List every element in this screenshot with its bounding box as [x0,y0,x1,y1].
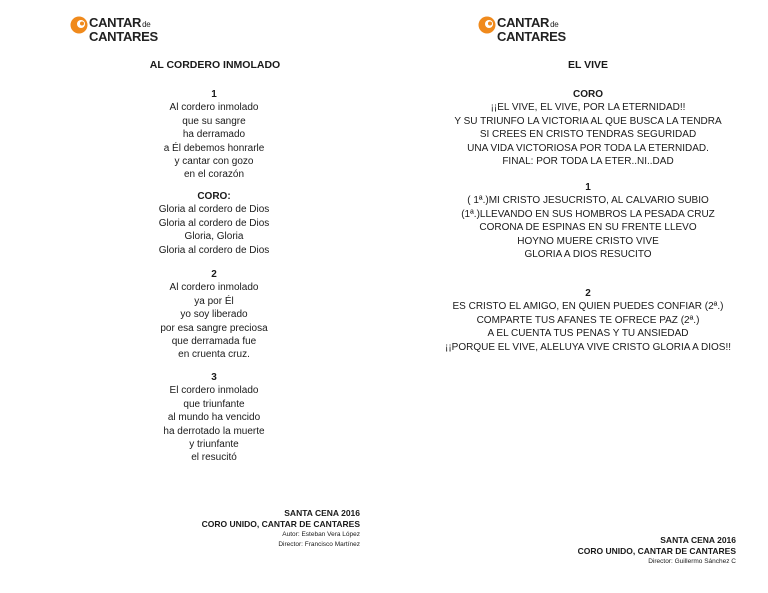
right-footer [578,535,736,567]
lyric-line: HOYNO MUERE CRISTO VIVE [517,235,659,247]
left-stanza-2 [114,268,314,362]
footer-choir: CORO UNIDO, CANTAR DE CANTARES [201,519,360,529]
logo-mark-icon [70,16,88,34]
lyric-line: Al cordero inmolado [169,282,259,294]
footer-event: SANTA CENA 2016 [660,535,736,545]
logo-text: CANTARde CANTARES [497,15,566,44]
lyric-line: en cruenta cruz. [178,349,250,361]
lyric-line: SI CREES EN CRISTO TENDRAS SEGURIDAD [479,129,697,141]
stanza-number: 1 [585,182,591,193]
stanza-number: 2 [585,288,591,299]
lyric-line: el resucitó [191,452,237,464]
left-chorus [114,190,314,257]
lyric-line: UNA VIDA VICTORIOSA POR TODA LA ETERNIDAD. [467,142,709,154]
lyric-line: GLORIA A DIOS RESUCITO [524,249,652,261]
lyric-line: y triunfante [189,439,239,451]
lyric-line: por esa sangre preciosa [160,322,268,334]
chorus-label: CORO: [197,191,231,202]
left-footer [202,508,360,550]
lyric-line: que derramada fue [171,336,257,348]
logo-mark-icon [478,16,496,34]
lyric-line: ya por Él [194,295,234,307]
lyric-line: ¡¡PORQUE EL VIVE, ALELUYA VIVE CRISTO GLORIA A DIOS!! [444,341,732,353]
lyric-line: que su sangre [182,115,246,127]
lyric-line: Y SU TRIUNFO LA VICTORIA AL QUE BUSCA LA TENDRA [454,115,722,127]
lyric-line: El cordero inmolado [169,385,259,397]
lyric-line: yo soy liberado [180,309,248,321]
chorus-label: CORO [573,89,603,100]
lyric-line: al mundo ha vencido [167,412,261,424]
right-stanza-1 [384,181,768,261]
right-stanza-2 [384,287,768,354]
lyric-line: (1ª.)LLEVANDO EN SUS HOMBROS LA PESADA CRUZ [461,208,715,220]
lyric-line: en el corazón [183,169,245,181]
lyric-line: ha derramado [182,129,246,141]
lyric-line: Gloria, Gloria [184,231,244,243]
stanza-number: 3 [211,372,217,383]
lyric-line: que triunfante [183,398,245,410]
lyric-line: COMPARTE TUS AFANES TE OFRECE PAZ (2ª.) [476,314,700,326]
lyric-line: Gloria al cordero de Dios [158,204,270,216]
lyric-line: a Él debemos honrarle [163,142,265,154]
footer-event: SANTA CENA 2016 [284,508,360,518]
song-title-right: EL VIVE [567,59,609,71]
right-chorus [384,88,768,168]
lyric-line: A EL CUENTA TUS PENAS Y TU ANSIEDAD [487,328,689,340]
lyric-line: ( 1ª.)MI CRISTO JESUCRISTO, AL CALVARIO SUBIO [467,195,709,207]
lyric-line: ES CRISTO EL AMIGO, EN QUIEN PUEDES CONFIAR (2ª.) [452,301,724,313]
lyric-line: CORONA DE ESPINAS EN SU FRENTE LLEVO [479,222,697,234]
logo-text: CANTARde CANTARES [89,15,158,44]
right-page [384,0,768,593]
footer-author: Autor: Esteban Vera López [282,531,360,538]
lyric-line: Gloria al cordero de Dios [158,244,270,256]
song-title-left: AL CORDERO INMOLADO [149,59,281,71]
stanza-number: 2 [211,269,217,280]
lyric-line: Gloria al cordero de Dios [158,217,270,229]
left-stanza-3 [114,371,314,465]
footer-choir: CORO UNIDO, CANTAR DE CANTARES [577,546,736,556]
lyric-line: ¡¡EL VIVE, EL VIVE, POR LA ETERNIDAD!! [490,102,686,114]
left-stanza-1 [114,88,314,182]
lyric-line: y cantar con gozo [174,156,254,168]
lyric-line: Al cordero inmolado [169,102,259,114]
stanza-number: 1 [211,89,217,100]
footer-director: Director: Francisco Martínez [278,541,360,548]
footer-director: Director: Guillermo Sánchez C [648,558,736,565]
lyric-line: FINAL: POR TODA LA ETER..NI..DAD [502,156,674,168]
lyric-line: ha derrotado la muerte [163,425,265,437]
